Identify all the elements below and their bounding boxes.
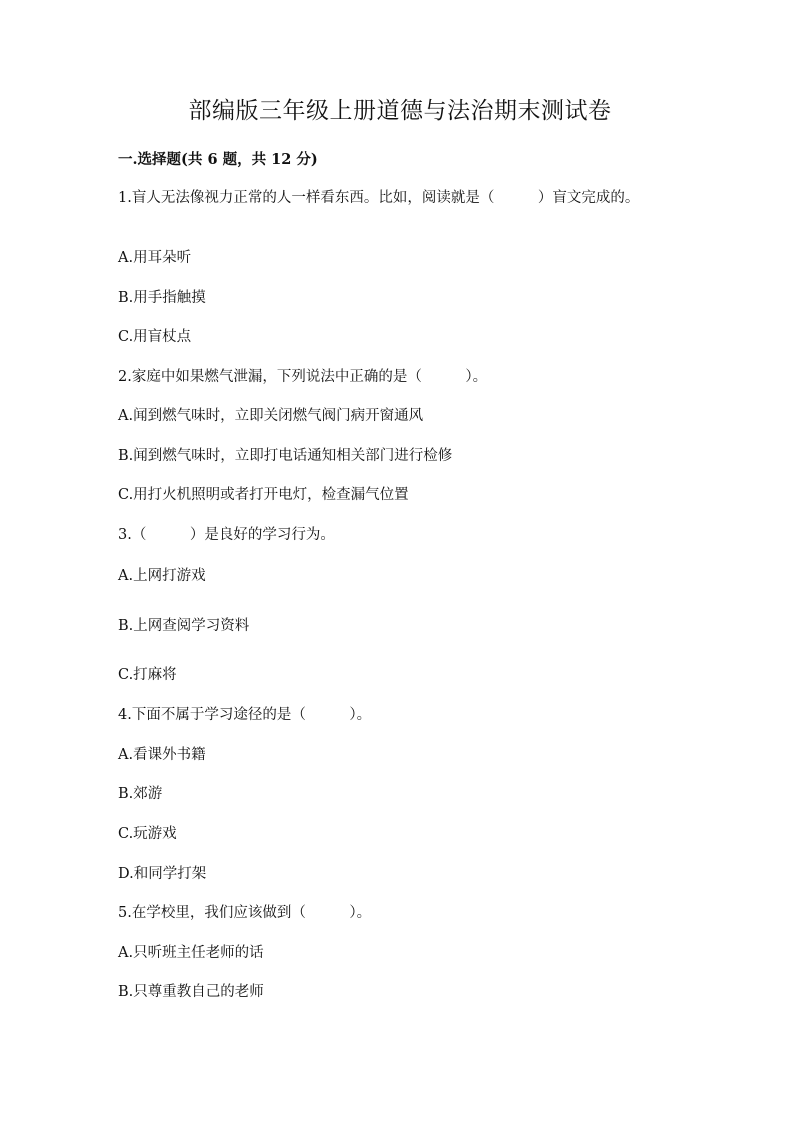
question-3-option-a: A.上网打游戏 (118, 568, 206, 584)
question-3-option-b: B.上网查阅学习资料 (118, 618, 250, 634)
question-2-option-a: A.闻到燃气味时，立即关闭燃气阀门病开窗通风 (118, 408, 424, 424)
question-4-option-c: C.玩游戏 (118, 826, 177, 842)
exam-title: 部编版三年级上册道德与法治期末测试卷 (188, 98, 612, 124)
question-1-option-b: B.用手指触摸 (118, 290, 206, 306)
question-3-option-c: C.打麻将 (118, 667, 177, 683)
question-5-stem: 5.在学校里，我们应该做到（ ）。 (118, 905, 372, 921)
question-4-option-b: B.郊游 (118, 786, 163, 802)
question-3-stem: 3.（ ）是良好的学习行为。 (118, 527, 335, 543)
question-1-option-c: C.用盲杖点 (118, 329, 192, 345)
question-2-stem: 2.家庭中如果燃气泄漏，下列说法中正确的是（ ）。 (118, 369, 488, 385)
question-4-stem: 4.下面不属于学习途径的是（ ）。 (118, 707, 372, 723)
question-5-option-a: A.只听班主任老师的话 (118, 945, 264, 961)
section-heading: 一.选择题(共 6 题，共 12 分) (118, 151, 318, 168)
question-1-option-a: A.用耳朵听 (118, 250, 192, 266)
question-2-option-b: B.闻到燃气味时，立即打电话通知相关部门进行检修 (118, 448, 453, 464)
question-2-option-c: C.用打火机照明或者打开电灯，检查漏气位置 (118, 487, 409, 503)
question-1-stem: 1.盲人无法像视力正常的人一样看东西。比如，阅读就是（ ）盲文完成的。 (118, 190, 640, 206)
question-4-option-a: A.看课外书籍 (118, 747, 206, 763)
question-5-option-b: B.只尊重教自己的老师 (118, 984, 264, 1000)
question-4-option-d: D.和同学打架 (118, 866, 207, 882)
